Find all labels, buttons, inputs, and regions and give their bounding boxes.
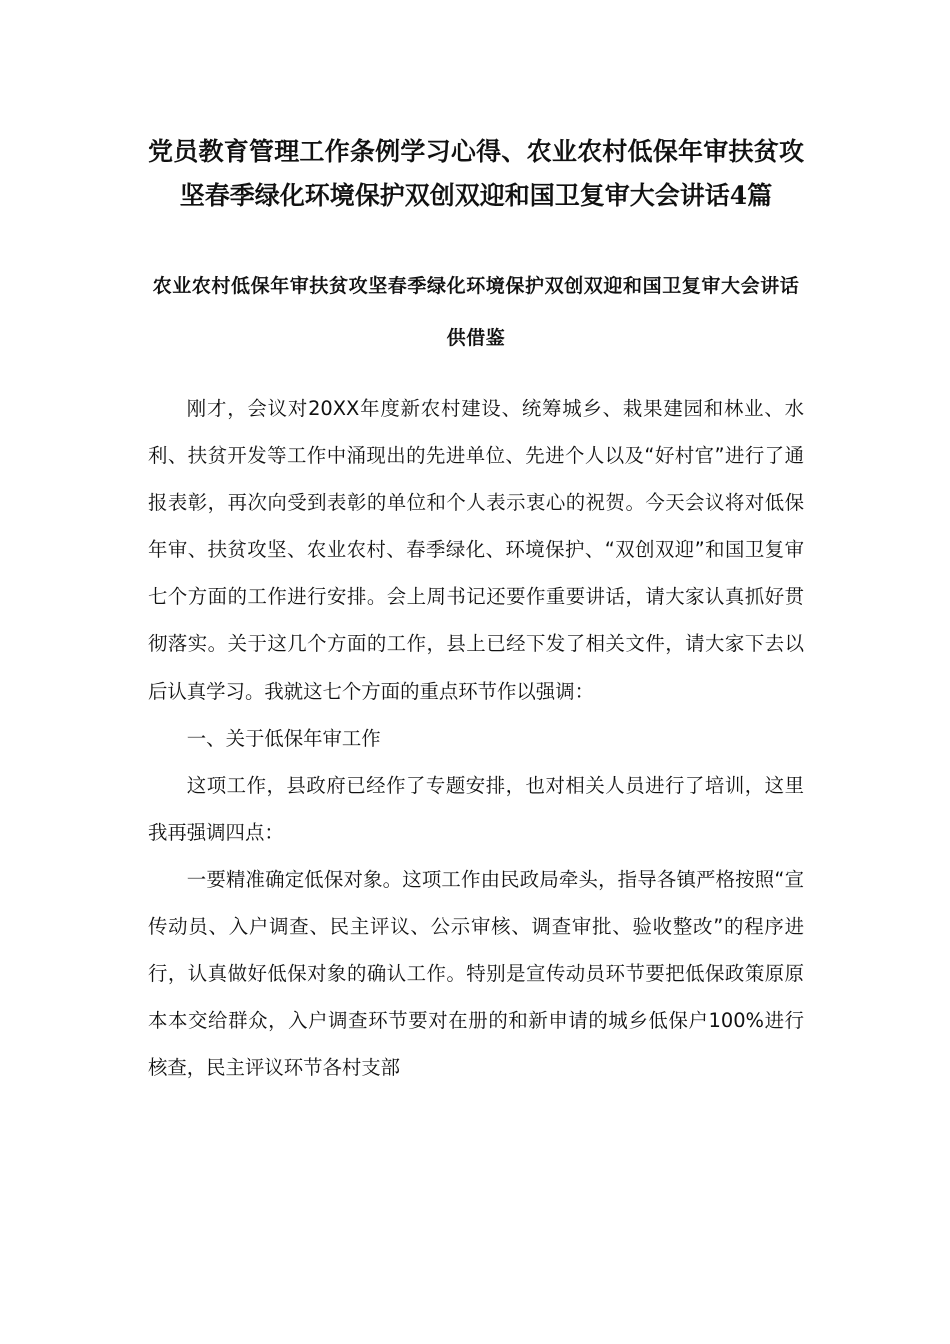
document-title: 党员教育管理工作条例学习心得、农业农村低保年审扶贫攻坚春季绿化环境保护双创双迎和国卫复审大会讲话4篇 — [148, 137, 804, 210]
document-subtitle: 农业农村低保年审扶贫攻坚春季绿化环境保护双创双迎和国卫复审大会讲话供借鉴 — [152, 275, 800, 349]
paragraph-section-intro: 这项工作，县政府已经作了专题安排，也对相关人员进行了培训，这里我再强调四点： — [148, 773, 804, 844]
document-body — [148, 385, 804, 1091]
paragraph-point-one: 一要精准确定低保对象。这项工作由民政局牵头，指导各镇严格按照“宣传动员、入户调查、民主评议、公示审核、调查审批、验收整改”的程序进行，认真做好低保对象的确认工作。特别是宣传动员环节要把低保政策原原本本交给群众，入户调查环节要对在册的和新申请的城乡低保户100%进行核查，民主评议环节各村支部 — [148, 867, 804, 1080]
paragraph-intro: 刚才，会议对20XX年度新农村建设、统筹城乡、栽果建园和林业、水利、扶贫开发等工作中涌现出的先进单位、先进个人以及“好村官”进行了通报表彰，再次向受到表彰的单位和个人表示衷心的祝贺。今天会议将对低保年审、扶贫攻坚、农业农村、春季绿化、环境保护、“双创双迎”和国卫复审七个方面的工作进行安排。会上周书记还要作重要讲话，请大家认真抓好贯彻落实。关于这几个方面的工作，县上已经下发了相关文件，请大家下去以后认真学习。我就这七个方面的重点环节作以强调： — [148, 397, 804, 703]
section-heading-low-income-review: 一、关于低保年审工作 — [186, 726, 381, 750]
